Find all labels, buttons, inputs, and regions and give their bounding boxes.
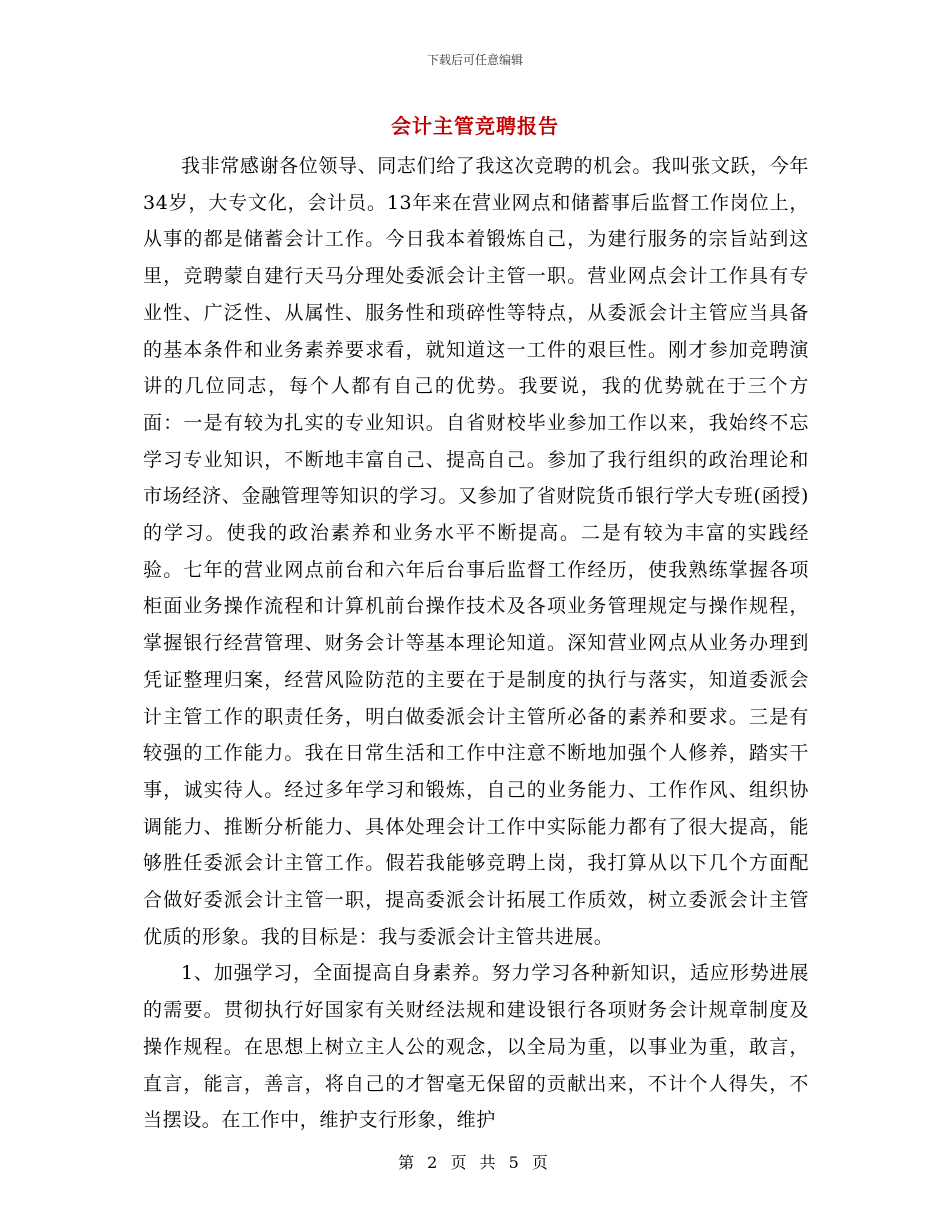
page-header-note: 下载后可任意编辑: [426, 53, 523, 67]
document-title: 会计主管竞聘报告: [391, 114, 559, 138]
body-paragraph: 1、加强学习，全面提高自身素养。努力学习各种新知识，适应形势进展的需要。贯彻执行好国家有关财经法规和建设银行各项财务会计规章制度及操作规程。在思想上树立主人公的观念，以全局为重，以事业为重，敢言，直言，能言，善言，将自己的才智毫无保留的贡献出来，不计个人得失，不当摆设。在工作中，维护支行形象，维护: [143, 962, 809, 1132]
page-number-footer: 第 2 页 共 5 页: [398, 1153, 552, 1172]
document-body: [143, 148, 809, 1139]
body-paragraph: 我非常感谢各位领导、同志们给了我这次竞聘的机会。我叫张文跃，今年34岁，大专文化，会计员。13年来在营业网点和储蓄事后监督工作岗位上，从事的都是储蓄会计工作。今日我本着锻炼自己，为建行服务的宗旨站到这里，竞聘蒙自建行天马分理处委派会计主管一职。营业网点会计工作具有专业性、广泛性、从属性、服务性和琐碎性等特点，从委派会计主管应当具备的基本条件和业务素养要求看，就知道这一工件的艰巨性。刚才参加竞聘演讲的几位同志，每个人都有自己的优势。我要说，我的优势就在于三个方面：一是有较为扎实的专业知识。自省财校毕业参加工作以来，我始终不忘学习专业知识，不断地丰富自己、提高自己。参加了我行组织的政治理论和市场经济、金融管理等知识的学习。又参加了省财院货币银行学大专班(函授)的学习。使我的政治素养和业务水平不断提高。二是有较为丰富的实践经验。七年的营业网点前台和六年后台事后监督工作经历，使我熟练掌握各项柜面业务操作流程和计算机前台操作技术及各项业务管理规定与操作规程，掌握银行经营管理、财务会计等基本理论知道。深知营业网点从业务办理到凭证整理归案，经营风险防范的主要在于是制度的执行与落实，知道委派会计主管工作的职责任务，明白做委派会计主管所必备的素养和要求。三是有较强的工作能力。我在日常生活和工作中注意不断地加强个人修养，踏实干事，诚实待人。经过多年学习和锻炼，自己的业务能力、工作作风、组织协调能力、推断分析能力、具体处理会计工作中实际能力都有了很大提高，能够胜任委派会计主管工作。假若我能够竞聘上岗，我打算从以下几个方面配合做好委派会计主管一职，提高委派会计拓展工作质效，树立委派会计主管优质的形象。我的目标是：我与委派会计主管共进展。: [143, 155, 809, 948]
